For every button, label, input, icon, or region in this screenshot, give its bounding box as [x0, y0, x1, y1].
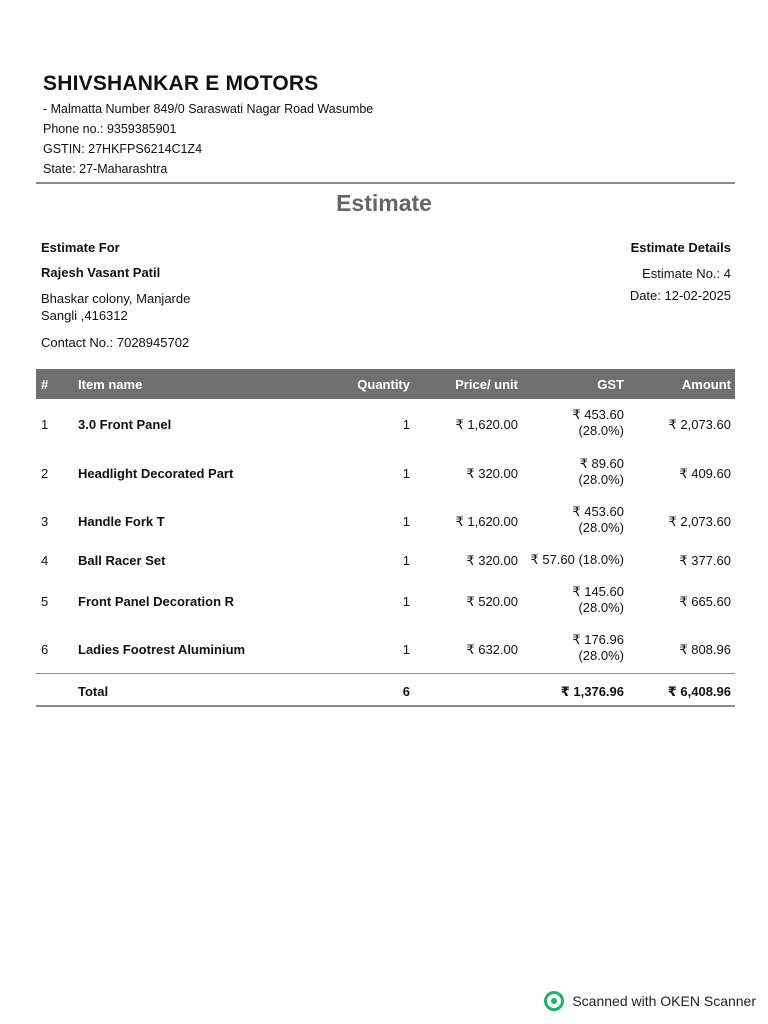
row-amount: ₹ 2,073.60 [668, 514, 731, 529]
table-header [36, 369, 735, 399]
row-gst [530, 552, 624, 568]
scanner-watermark [544, 991, 756, 1011]
company-state: State: 27-Maharashtra [43, 162, 168, 176]
header-num: # [41, 377, 49, 392]
row-gst-amount: ₹ 176.96 [572, 632, 624, 647]
row-gst-amount: ₹ 453.60 [572, 407, 624, 422]
row-gst-amount: ₹ 57.60 (18.0%) [530, 552, 624, 567]
row-gst-rate: (28.0%) [578, 520, 624, 535]
customer-address-line2: Sangli ,416312 [41, 308, 128, 323]
row-number: 2 [41, 466, 49, 481]
row-item-name: Ladies Footrest Aluminium [78, 642, 246, 657]
row-price: ₹ 520.00 [466, 594, 518, 609]
customer-contact: Contact No.: 7028945702 [41, 335, 190, 350]
row-item-name: Handle Fork T [78, 514, 165, 529]
header-quantity: Quantity [357, 377, 410, 392]
row-number: 1 [41, 417, 49, 432]
row-gst [572, 584, 624, 616]
row-number: 5 [41, 594, 49, 609]
row-item-name: 3.0 Front Panel [78, 417, 172, 432]
row-gst-amount: ₹ 89.60 [579, 456, 624, 471]
table-row [36, 582, 735, 622]
row-item-name: Ball Racer Set [78, 553, 166, 568]
row-quantity: 1 [402, 553, 410, 568]
row-quantity: 1 [402, 642, 410, 657]
scanner-text: Scanned with OKEN Scanner [572, 993, 756, 1009]
row-item-name: Front Panel Decoration R [78, 594, 235, 609]
row-gst-amount: ₹ 145.60 [572, 584, 624, 599]
estimate-details-heading: Estimate Details [630, 240, 731, 255]
row-amount: ₹ 665.60 [679, 594, 731, 609]
customer-name: Rajesh Vasant Patil [41, 265, 161, 280]
row-price: ₹ 1,620.00 [455, 417, 518, 432]
row-item-name: Headlight Decorated Part [78, 466, 234, 481]
document-title: Estimate [336, 190, 432, 216]
header-item-name: Item name [78, 377, 143, 392]
company-name: SHIVSHANKAR E MOTORS [43, 72, 319, 95]
table-row [36, 502, 735, 542]
row-gst [578, 456, 624, 488]
header-amount: Amount [681, 377, 731, 392]
row-amount: ₹ 409.60 [679, 466, 731, 481]
estimate-date: Date: 12-02-2025 [629, 288, 731, 303]
company-phone: Phone no.: 9359385901 [43, 122, 177, 136]
row-gst-rate: (28.0%) [578, 472, 624, 487]
customer-address-line1: Bhaskar colony, Manjarde [41, 291, 191, 306]
row-gst [572, 632, 624, 664]
row-number: 6 [41, 642, 49, 657]
row-price: ₹ 1,620.00 [455, 514, 518, 529]
total-top-divider [36, 673, 735, 674]
row-gst-rate: (28.0%) [578, 423, 624, 438]
row-quantity: 1 [402, 594, 410, 609]
row-quantity: 1 [402, 514, 410, 529]
estimate-number: Estimate No.: 4 [642, 266, 731, 281]
row-gst-rate: (28.0%) [578, 600, 624, 615]
total-gst: ₹ 1,376.96 [560, 684, 624, 699]
row-quantity: 1 [402, 466, 410, 481]
oken-scanner-logo-icon [544, 991, 564, 1011]
header-price: Price/ unit [455, 377, 518, 392]
row-amount: ₹ 2,073.60 [668, 417, 731, 432]
estimate-for-heading: Estimate For [41, 240, 120, 255]
header-gst: GST [597, 377, 624, 392]
total-row [36, 675, 735, 705]
row-amount: ₹ 377.60 [679, 553, 731, 568]
total-bottom-divider [36, 705, 735, 707]
company-gstin: GSTIN: 27HKFPS6214C1Z4 [43, 142, 203, 156]
row-amount: ₹ 808.96 [679, 642, 731, 657]
table-row [36, 454, 735, 494]
total-amount: ₹ 6,408.96 [667, 684, 731, 699]
row-gst [572, 504, 624, 536]
row-price: ₹ 320.00 [466, 466, 518, 481]
table-row [36, 550, 735, 574]
row-number: 4 [41, 553, 49, 568]
total-quantity: 6 [402, 684, 410, 699]
table-row [36, 405, 735, 445]
row-price: ₹ 632.00 [466, 642, 518, 657]
total-label: Total [78, 684, 109, 699]
row-price: ₹ 320.00 [466, 553, 518, 568]
row-gst [572, 407, 624, 439]
row-quantity: 1 [402, 417, 410, 432]
header-divider [36, 182, 735, 184]
table-row [36, 630, 735, 670]
row-gst-rate: (28.0%) [578, 648, 624, 663]
row-number: 3 [41, 514, 49, 529]
company-address: - Malmatta Number 849/0 Saraswati Nagar Road Wasumbe [43, 102, 374, 116]
row-gst-amount: ₹ 453.60 [572, 504, 624, 519]
